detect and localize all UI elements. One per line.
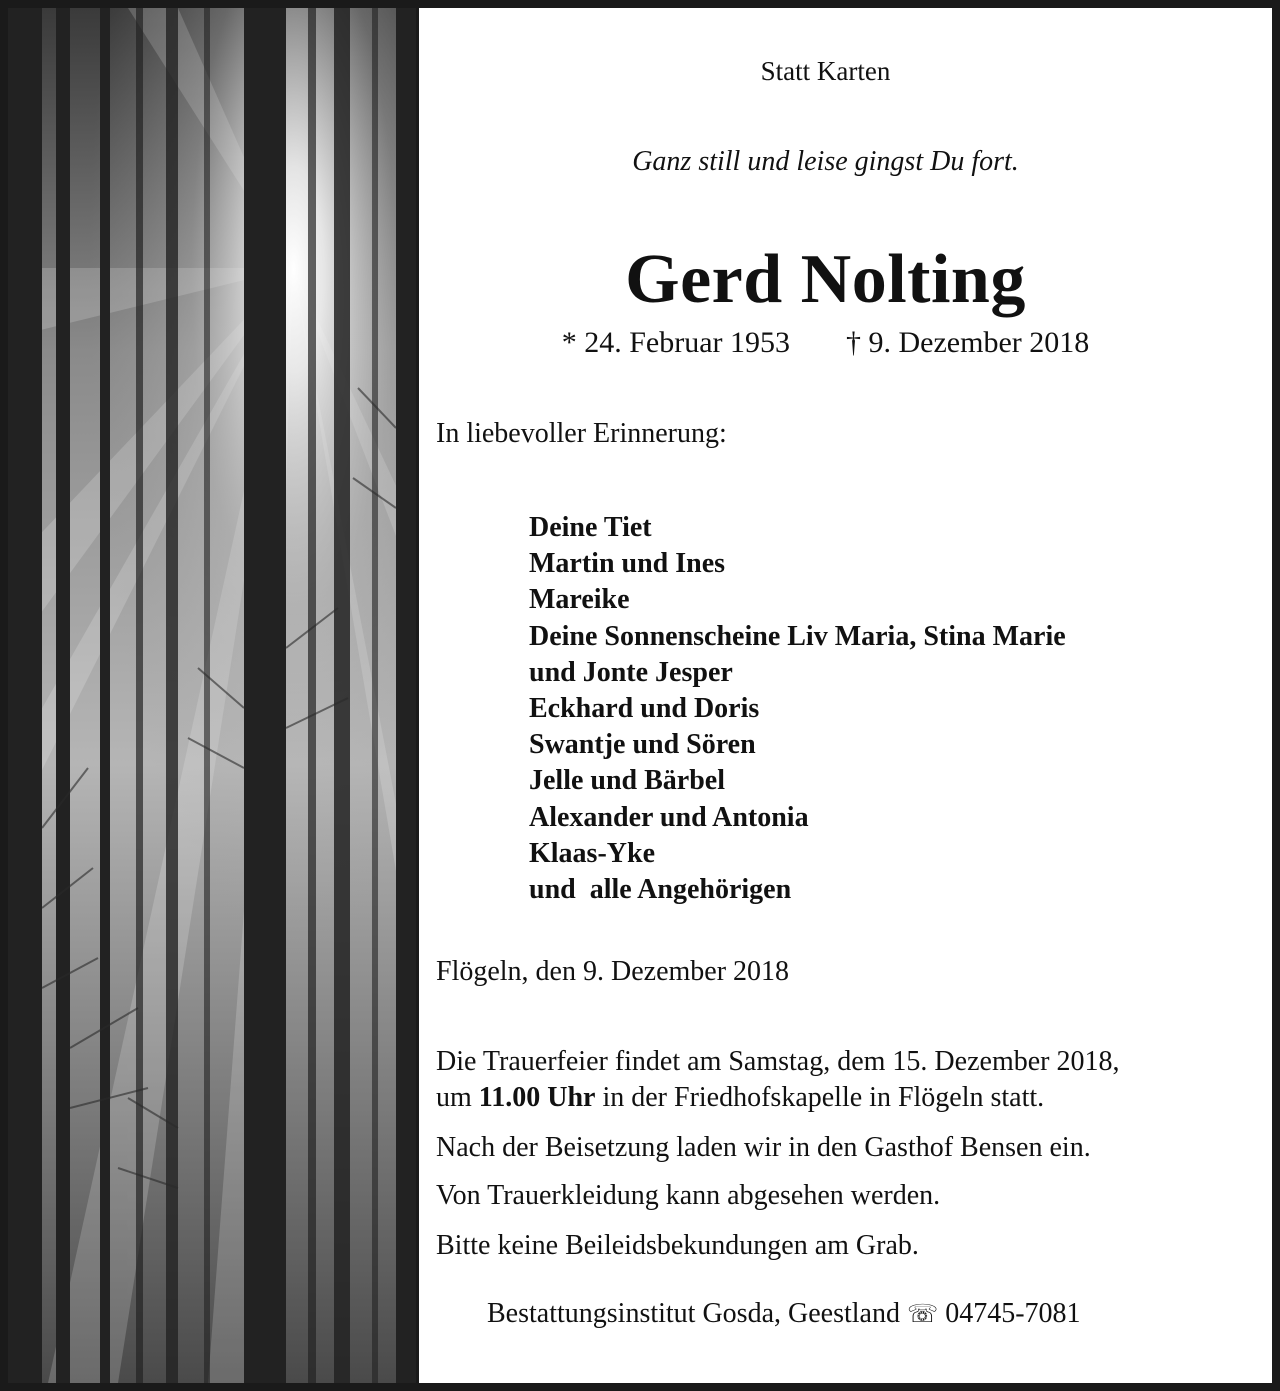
memorial-motto: Ganz still und leise gingst Du fort.	[632, 146, 1019, 177]
deceased-name: Gerd Nolting	[625, 241, 1026, 318]
family-member: und Jonte Jesper	[529, 656, 733, 688]
family-member: Klaas-Yke	[529, 837, 655, 869]
family-member: Swantje und Sören	[529, 729, 756, 761]
life-dates	[419, 326, 1232, 360]
family-member: Martin und Ines	[529, 548, 726, 580]
service-prefix: um	[436, 1082, 479, 1113]
funeral-home	[487, 1298, 1081, 1330]
family-list	[529, 510, 1066, 908]
service-time: 11.00 Uhr	[478, 1082, 596, 1113]
service-location: in der Friedhofskapelle in Flögeln statt.	[595, 1082, 1045, 1113]
service-line-2	[436, 1080, 1119, 1116]
family-member: Alexander und Antonia	[529, 801, 809, 833]
family-member: Eckhard und Doris	[529, 693, 760, 725]
family-member: Deine Tiet	[529, 512, 652, 543]
forest-sunlight-photo	[8, 8, 416, 1383]
statt-karten-heading: Statt Karten	[760, 56, 891, 86]
service-line-1: Die Trauerfeier findet am Samstag, dem 15. Dezember 2018,	[436, 1046, 1120, 1077]
funeral-home-phone: 04745-7081	[945, 1298, 1081, 1329]
family-member: und alle Angehörigen	[529, 874, 792, 906]
family-member: Mareike	[529, 584, 630, 616]
birth-date: * 24. Februar 1953	[561, 326, 791, 359]
death-date: † 9. Dezember 2018	[846, 326, 1090, 359]
telephone-icon: ☏	[906, 1299, 939, 1328]
service-info	[436, 1044, 1119, 1116]
note-condolences: Bitte keine Beileidsbekundungen am Grab.	[436, 1230, 919, 1261]
family-member: Deine Sonnenscheine Liv Maria, Stina Marie	[529, 620, 1066, 652]
place-date: Flögeln, den 9. Dezember 2018	[436, 956, 790, 987]
family-member: Jelle und Bärbel	[529, 765, 726, 797]
funeral-home-name: Bestattungsinstitut Gosda, Geestland	[487, 1298, 907, 1329]
memory-line: In liebevoller Erinnerung:	[436, 418, 727, 449]
note-reception: Nach der Beisetzung laden wir in den Gasthof Bensen ein.	[436, 1132, 1091, 1163]
note-attire: Von Trauerkleidung kann abgesehen werden.	[436, 1180, 941, 1211]
obituary-text	[419, 8, 1272, 1383]
